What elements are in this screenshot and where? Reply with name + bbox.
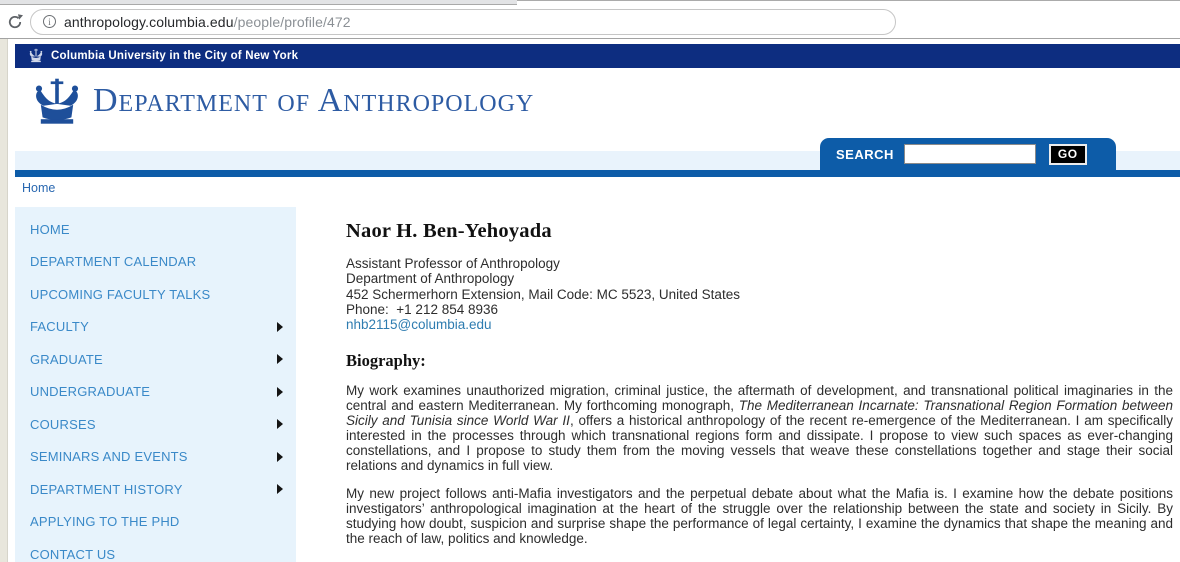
submenu-arrow-icon xyxy=(277,484,283,494)
sidebar-item-department-history[interactable]: DEPARTMENT HISTORY xyxy=(15,473,296,506)
url-path: /people/profile/472 xyxy=(233,13,351,30)
breadcrumb-home-link[interactable]: Home xyxy=(22,181,56,195)
profile-email-link[interactable]: nhb2115@columbia.edu xyxy=(346,317,492,333)
submenu-arrow-icon xyxy=(277,387,283,397)
biography-heading: Biography: xyxy=(346,351,426,371)
window-left-edge xyxy=(0,39,8,562)
sidebar-item-graduate[interactable]: GRADUATE xyxy=(15,343,296,376)
contact-block xyxy=(346,256,1173,332)
columbia-banner[interactable] xyxy=(15,44,1180,68)
profile-department: Department of Anthropology xyxy=(346,271,515,287)
profile-position: Assistant Professor of Anthropology xyxy=(346,256,560,271)
submenu-arrow-icon xyxy=(277,419,283,429)
url-domain: anthropology.columbia.edu xyxy=(64,13,234,30)
sidebar-item-department-calendar[interactable]: DEPARTMENT CALENDAR xyxy=(30,254,197,270)
search-label: SEARCH xyxy=(836,146,894,162)
book-title: The Mediterranean Incarnate: Transnational Region Formation between Sicily and Tunisia since World War II xyxy=(346,398,1173,429)
columbia-crown-logo[interactable] xyxy=(30,74,84,132)
banner-text: Columbia University in the City of New York xyxy=(51,50,299,62)
sidebar-item-home[interactable]: HOME xyxy=(30,221,70,237)
sidebar-nav xyxy=(15,207,296,562)
profile-phone: Phone: +1 212 854 8936 xyxy=(346,301,499,317)
search-go-button[interactable]: GO xyxy=(1049,144,1087,165)
profile-address: 452 Schermerhorn Extension, Mail Code: MC 5523, United States xyxy=(346,286,740,302)
url-text[interactable] xyxy=(64,14,351,30)
browser-address-bar xyxy=(0,5,1180,39)
sidebar-item-applying-to-the-phd[interactable]: APPLYING TO THE PHD xyxy=(30,514,180,530)
biography-paragraph-1: My work examines unauthorized migration, criminal justice, the aftermath of development, and transnational political imaginaries in the central and eastern Mediterranean. My forthcoming monograph, The Mediterranean Incarnate: Transnational Region Formation between Sicily and Tunisia since World War II, offers a historical anthropology of the recent re-emergence of the Mediterranean. I am specifically interested in the processes through which transnational regions form and dissipate. I propose to view such spaces as ever-changing constellations, and I propose to study them from the moving vessels that weave these constellations together and stage their social relations and dynamics in full view. xyxy=(346,383,1173,474)
columbia-crown-icon-small xyxy=(28,48,44,64)
sidebar-item-courses[interactable]: COURSES xyxy=(15,408,296,441)
sidebar-item-upcoming-faculty-talks[interactable]: UPCOMING FACULTY TALKS xyxy=(30,286,211,302)
sidebar-item-faculty[interactable]: FACULTY xyxy=(15,311,296,344)
sidebar-item-contact-us[interactable]: CONTACT US xyxy=(30,546,116,562)
sidebar-item-seminars-and-events[interactable]: SEMINARS AND EVENTS xyxy=(15,441,296,474)
masthead-rule xyxy=(15,170,1180,177)
profile-name: Naor H. Ben-Yehoyada xyxy=(346,220,552,242)
url-box[interactable] xyxy=(30,9,896,35)
search-input[interactable] xyxy=(904,144,1036,164)
submenu-arrow-icon xyxy=(277,354,283,364)
submenu-arrow-icon xyxy=(277,322,283,332)
search-box xyxy=(820,138,1116,170)
reload-icon[interactable] xyxy=(2,9,28,35)
profile-content xyxy=(346,207,1173,547)
biography-paragraph-2: My new project follows anti-Mafia investigators and the perpetual debate about what the Mafia is. I examine how the debate positions investigators’ anthropological imagination at the heart of the struggle over the relationship between the state and society in Sicily. By studying how doubt, suspicion and surprise shape the performance of legal certainty, I examine the dynamics that shape the meaning and the reach of law, politics and knowledge. xyxy=(346,485,1173,546)
submenu-arrow-icon xyxy=(277,452,283,462)
sidebar-item-undergraduate[interactable]: UNDERGRADUATE xyxy=(15,376,296,409)
site-title[interactable]: Department of Anthropology xyxy=(93,82,535,119)
info-icon[interactable]: i xyxy=(43,15,56,28)
